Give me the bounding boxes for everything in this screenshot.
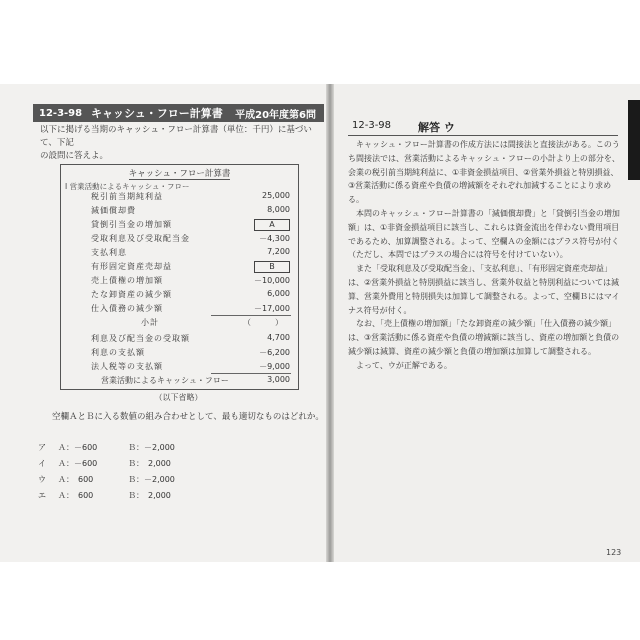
choice-a: Ａ： 600 — [58, 475, 94, 484]
page-number: 123 — [606, 548, 622, 557]
choice-key: エ — [38, 491, 46, 500]
question-title: キャッシュ・フロー計算書 — [91, 107, 223, 120]
row-value: －9,000 — [259, 362, 290, 371]
answer-choice — [38, 442, 288, 454]
row-label: 支払利息 — [91, 248, 127, 257]
row-label: 利息及び配当金の受取額 — [91, 334, 190, 343]
row-value: －6,200 — [259, 348, 290, 357]
choice-b: Ｂ：－2,000 — [128, 475, 175, 484]
question-intro — [40, 124, 320, 163]
row-value: －17,000 — [254, 304, 290, 313]
intro-line: の設問に答えよ。 — [40, 151, 109, 161]
row-label: 売上債権の増加額 — [91, 276, 163, 285]
row-value: －10,000 — [254, 276, 290, 285]
row-value: －4,300 — [259, 234, 290, 243]
exam-year: 平成20年度第6問 — [235, 109, 316, 121]
explanation-paragraph: なお、「売上債権の増加額」「たな卸資産の減少額」「仕入債務の減少額」は、③営業活動に係る資産や負債の増減額に該当し、資産の増加額と負債の減少額は減算、資産の減少額と負債の増加額は加算して調整される。 — [348, 319, 620, 356]
question-header — [33, 104, 324, 122]
statement-row — [61, 303, 298, 315]
statement-row — [61, 219, 298, 231]
row-label: 税引前当期純利益 — [91, 192, 163, 201]
row-value: （ ） — [243, 318, 283, 327]
statement-row — [61, 191, 298, 203]
answer-choice — [38, 490, 288, 502]
row-label: 利息の支払額 — [91, 348, 145, 357]
total-rule — [211, 373, 291, 374]
row-value: 3,000 — [267, 375, 290, 384]
blank-box-b: B — [254, 261, 290, 273]
row-label: 小計 — [141, 318, 159, 327]
statement-row — [61, 275, 298, 287]
choice-a: Ａ：－600 — [58, 459, 98, 468]
statement-row — [61, 233, 298, 245]
book-gutter — [326, 84, 334, 562]
cash-flow-statement — [60, 164, 299, 390]
answer-choice — [38, 474, 288, 486]
statement-row — [61, 289, 298, 301]
explanation-paragraph: よって、ウが正解である。 — [356, 360, 452, 370]
row-label: 仕入債務の減少額 — [91, 304, 163, 313]
statement-row — [61, 205, 298, 217]
row-value: 8,000 — [267, 205, 290, 214]
intro-line: 以下に掲げる当期のキャッシュ・フロー計算書（単位：千円）に基づいて、下記 — [40, 125, 312, 148]
choice-b: Ｂ： 2,000 — [128, 491, 171, 500]
statement-section: Ⅰ 営業活動によるキャッシュ・フロー — [65, 182, 190, 191]
explanation-text — [348, 138, 624, 373]
row-label: 貸倒引当金の増加額 — [91, 220, 172, 229]
statement-row — [61, 361, 298, 373]
statement-row — [61, 375, 298, 387]
question-text: 空欄ＡとＢに入る数値の組み合わせとして、最も適切なものはどれか。 — [52, 412, 324, 422]
choice-b: Ｂ： 2,000 — [128, 459, 171, 468]
row-label: 有形固定資産売却益 — [91, 262, 172, 271]
subtotal-rule — [211, 315, 291, 316]
choice-a: Ａ：－600 — [58, 443, 98, 452]
blank-box-a: A — [254, 219, 290, 231]
choice-key: ウ — [38, 475, 46, 484]
statement-row — [61, 317, 298, 329]
explanation-paragraph: キャッシュ・フロー計算書の作成方法には間接法と直接法がある。このうち間接法では、営業活動によるキャッシュ・フローの小計より上の部分を、会業の税引前当期純利益に、①非資金損益項目、②営業外損益と特別損益、③営業活動に係る資産や負債の増減額をそれぞれ加減することにより求める。 — [348, 140, 620, 205]
choice-a: Ａ： 600 — [58, 491, 94, 500]
row-value: 6,000 — [267, 289, 290, 298]
row-label: たな卸資産の減少額 — [91, 290, 172, 299]
explanation-paragraph: また「受取利息及び受取配当金」、「支払利息」、「有形固定資産売却益」は、②営業外損益と特別損益に該当し、営業外収益と特別利益については減算、営業外費用と特別損失は加算して調整される。よって、空欄Ｂにはマイナス符号が付く。 — [348, 264, 620, 315]
row-value: 25,000 — [262, 191, 290, 200]
row-label: 受取利息及び受取配当金 — [91, 234, 190, 243]
row-value: 7,200 — [267, 247, 290, 256]
statement-omitted: （以下省略） — [154, 393, 203, 402]
statement-row — [61, 347, 298, 359]
answer-label: 解答 ウ — [418, 121, 455, 134]
answer-header — [348, 118, 618, 136]
answer-question-id: 12-3-98 — [352, 120, 392, 131]
choice-key: イ — [38, 459, 46, 468]
statement-row — [61, 261, 298, 273]
row-label: 法人税等の支払額 — [91, 362, 163, 371]
statement-row — [61, 247, 298, 259]
index-tab — [628, 100, 640, 180]
choice-key: ア — [38, 443, 46, 452]
choice-b: Ｂ：－2,000 — [128, 443, 175, 452]
question-id: 12-3-98 — [39, 107, 83, 119]
statement-title: キャッシュ・フロー計算書 — [128, 169, 231, 179]
row-label: 営業活動によるキャッシュ・フロー — [101, 376, 229, 385]
answer-choice — [38, 458, 288, 470]
statement-row — [61, 333, 298, 345]
explanation-paragraph: 本問のキャッシュ・フロー計算書の「減価償却費」と「貸倒引当金の増加額」は、①非資金損益項目に該当し、これらは資金流出を伴わない費用項目であるため、加算調整される。よって、空欄Ａの金額にはプラス符号が付く（ただし、本問ではプラスの場合には符号を付けていない）。 — [348, 208, 620, 260]
row-label: 減価償却費 — [91, 206, 136, 215]
row-value: 4,700 — [267, 333, 290, 342]
